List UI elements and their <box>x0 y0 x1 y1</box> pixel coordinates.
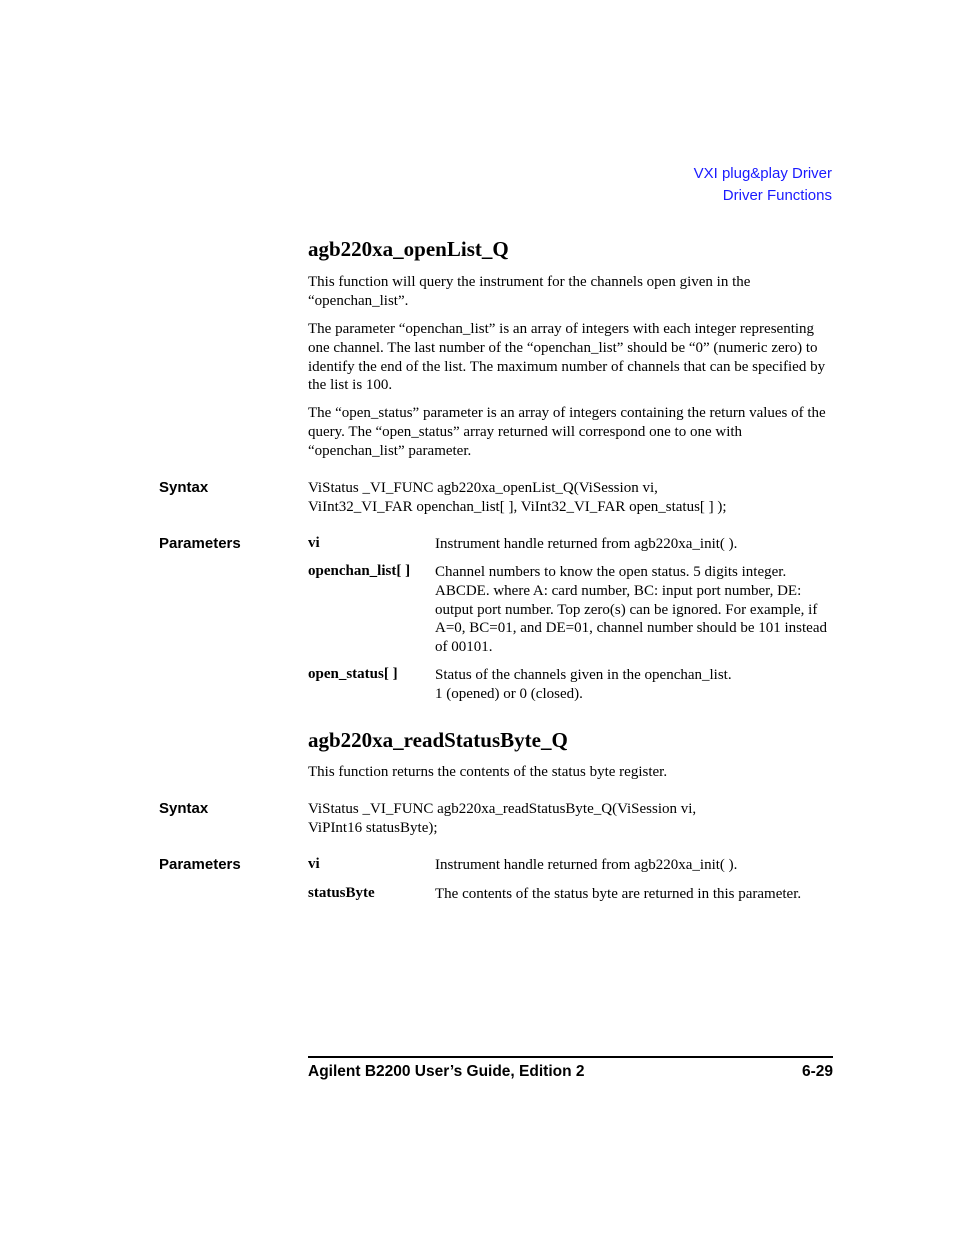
parameters-label: Parameters <box>159 535 241 552</box>
param-desc-open-status-line-2: 1 (opened) or 0 (closed). <box>435 685 583 702</box>
header-link-driver-functions[interactable]: Driver Functions <box>722 187 832 204</box>
openlist-syntax <box>308 479 834 517</box>
readstatusbyte-paragraph-1: This function returns the contents of the status byte register. <box>308 764 668 780</box>
footer-title: Agilent B2200 User’s Guide, Edition 2 <box>308 1063 585 1080</box>
openlist-syntax-line-2: ViInt32_VI_FAR openchan_list[ ], ViInt32_VI_FAR open_status[ ] ); <box>308 498 727 515</box>
param-desc-vi: Instrument handle returned from agb220xa_init( ). <box>435 536 738 552</box>
param-desc-open-status-line-1: Status of the channels given in the openchan_list. <box>435 667 732 683</box>
readstatusbyte-syntax <box>308 800 834 838</box>
readstatusbyte-syntax-line-2: ViPInt16 statusByte); <box>308 819 438 836</box>
footer-page-number: 6-29 <box>801 1063 833 1080</box>
openlist-syntax-line-1: ViStatus _VI_FUNC agb220xa_openList_Q(ViSession vi, <box>308 480 658 496</box>
param-desc-open-status <box>435 666 835 704</box>
section-title-openlist: agb220xa_openList_Q <box>308 237 509 261</box>
param-name-vi-2: vi <box>308 856 320 872</box>
param-desc-statusbyte: The contents of the status byte are returned in this parameter. <box>435 886 802 902</box>
footer-divider <box>308 1056 833 1058</box>
param-desc-openchan-list: Channel numbers to know the open status. 5 digits integer. ABCDE. where A: card number, BC: input port number, DE: output port number. Top zero(s) can be ignored. For example, if A=0, BC=01, and DE=01, channel number should be 101 instead of 00101. <box>435 564 827 656</box>
section-title-readstatusbyte: agb220xa_readStatusByte_Q <box>308 728 568 752</box>
param-name-statusbyte: statusByte <box>308 885 375 901</box>
openlist-paragraph-3: The “open_status” parameter is an array of integers containing the return values of the query. The “open_status” array returned will correspond one to one with “openchan_list” parameter. <box>308 405 826 459</box>
readstatusbyte-syntax-line-1: ViStatus _VI_FUNC agb220xa_readStatusByte_Q(ViSession vi, <box>308 801 697 817</box>
openlist-paragraph-2: The parameter “openchan_list” is an array of integers with each integer representing one channel. The last number of the “openchan_list” should be “0” (numeric zero) to identify the end of the list. The maximum number of channels that can be specified by the list is 100. <box>308 321 826 394</box>
openlist-paragraph-1: This function will query the instrument for the channels open given in the “openchan_list”. <box>308 274 751 309</box>
param-name-openchan-list: openchan_list[ ] <box>308 563 411 579</box>
param-name-open-status: open_status[ ] <box>308 666 398 682</box>
syntax-label: Syntax <box>159 479 209 496</box>
header-link-vxi-driver[interactable]: VXI plug&play Driver <box>693 165 832 182</box>
param-desc-vi-2: Instrument handle returned from agb220xa_init( ). <box>435 857 738 873</box>
param-name-vi: vi <box>308 535 320 551</box>
parameters-label-2: Parameters <box>159 856 241 873</box>
syntax-label-2: Syntax <box>159 800 209 817</box>
